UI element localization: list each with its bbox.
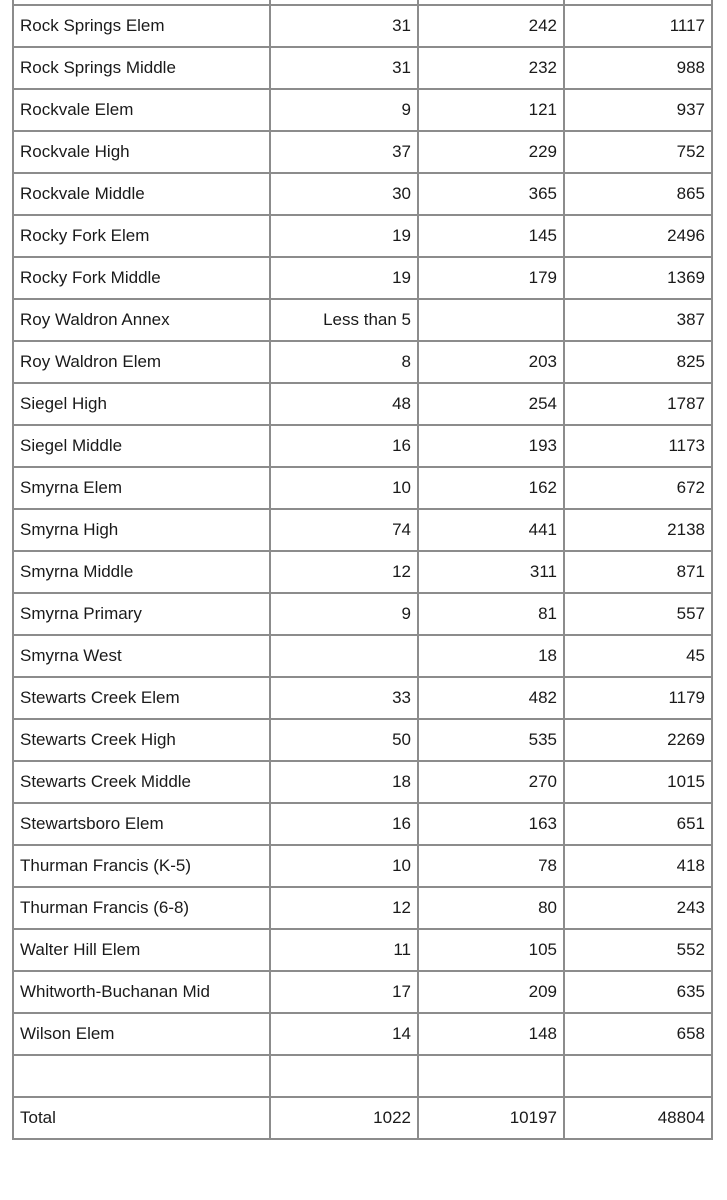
column-b-value-cell: 18 bbox=[418, 635, 564, 677]
school-name-cell: Stewarts Creek High bbox=[13, 719, 270, 761]
column-a-value-cell: 10 bbox=[270, 845, 418, 887]
school-name-cell: Roy Waldron Annex bbox=[13, 299, 270, 341]
column-b-value-cell: 311 bbox=[418, 551, 564, 593]
school-name-cell: Rocky Fork Elem bbox=[13, 215, 270, 257]
column-b-value-cell: 105 bbox=[418, 929, 564, 971]
column-a-value-cell: 16 bbox=[270, 425, 418, 467]
column-a-value-cell: 19 bbox=[270, 257, 418, 299]
column-b-value-cell bbox=[418, 299, 564, 341]
school-name-cell: Rockvale Middle bbox=[13, 173, 270, 215]
school-name-cell: Smyrna High bbox=[13, 509, 270, 551]
table-row bbox=[13, 5, 712, 47]
column-a-value-cell: 33 bbox=[270, 677, 418, 719]
column-b-value-cell: 482 bbox=[418, 677, 564, 719]
column-a-value-cell: 48 bbox=[270, 383, 418, 425]
school-name-cell: Whitworth-Buchanan Mid bbox=[13, 971, 270, 1013]
column-c-value-cell: 48804 bbox=[564, 1097, 712, 1139]
column-c-value-cell: 651 bbox=[564, 803, 712, 845]
table-row bbox=[13, 719, 712, 761]
column-a-value-cell: 9 bbox=[270, 89, 418, 131]
column-a-value-cell: 12 bbox=[270, 551, 418, 593]
table-row bbox=[13, 467, 712, 509]
column-b-value-cell: 535 bbox=[418, 719, 564, 761]
schools-table-body bbox=[13, 0, 712, 1139]
column-a-value-cell: 30 bbox=[270, 173, 418, 215]
table-row bbox=[13, 803, 712, 845]
column-c-value-cell: 2269 bbox=[564, 719, 712, 761]
column-b-value-cell: 441 bbox=[418, 509, 564, 551]
column-b-value-cell: 78 bbox=[418, 845, 564, 887]
table-row bbox=[13, 677, 712, 719]
school-name-cell: Stewarts Creek Middle bbox=[13, 761, 270, 803]
table-row bbox=[13, 1013, 712, 1055]
school-name-cell: Walter Hill Elem bbox=[13, 929, 270, 971]
column-c-value-cell: 865 bbox=[564, 173, 712, 215]
school-name-cell: Wilson Elem bbox=[13, 1013, 270, 1055]
column-a-value-cell bbox=[270, 635, 418, 677]
column-b-value-cell: 145 bbox=[418, 215, 564, 257]
column-a-value-cell: 37 bbox=[270, 131, 418, 173]
school-name-cell: Thurman Francis (6-8) bbox=[13, 887, 270, 929]
school-name-cell: Smyrna Elem bbox=[13, 467, 270, 509]
column-b-value-cell: 270 bbox=[418, 761, 564, 803]
column-b-value-cell: 10197 bbox=[418, 1097, 564, 1139]
column-c-value-cell: 658 bbox=[564, 1013, 712, 1055]
total-row bbox=[13, 1097, 712, 1139]
column-c-value-cell: 552 bbox=[564, 929, 712, 971]
column-c-value-cell: 871 bbox=[564, 551, 712, 593]
column-c-value-cell: 752 bbox=[564, 131, 712, 173]
table-row bbox=[13, 341, 712, 383]
table-row bbox=[13, 887, 712, 929]
school-name-cell: Rockvale High bbox=[13, 131, 270, 173]
column-c-value-cell: 1117 bbox=[564, 5, 712, 47]
column-c-value-cell: 243 bbox=[564, 887, 712, 929]
table-row bbox=[13, 845, 712, 887]
school-name-cell: Rocky Fork Middle bbox=[13, 257, 270, 299]
schools-table-container bbox=[12, 0, 711, 1140]
column-c-value-cell: 1015 bbox=[564, 761, 712, 803]
school-name-cell: Smyrna Primary bbox=[13, 593, 270, 635]
school-name-cell: Thurman Francis (K-5) bbox=[13, 845, 270, 887]
table-row bbox=[13, 257, 712, 299]
school-name-cell: Stewartsboro Elem bbox=[13, 803, 270, 845]
column-b-value-cell: 80 bbox=[418, 887, 564, 929]
table-row bbox=[13, 383, 712, 425]
column-b-value-cell: 148 bbox=[418, 1013, 564, 1055]
column-c-value-cell: 2138 bbox=[564, 509, 712, 551]
table-row bbox=[13, 509, 712, 551]
table-row bbox=[13, 47, 712, 89]
column-b-value-cell: 81 bbox=[418, 593, 564, 635]
table-row bbox=[13, 173, 712, 215]
column-b-value-cell: 163 bbox=[418, 803, 564, 845]
column-a-value-cell: 74 bbox=[270, 509, 418, 551]
table-row bbox=[13, 593, 712, 635]
schools-table bbox=[12, 0, 713, 1140]
school-name-cell: Siegel High bbox=[13, 383, 270, 425]
column-a-value-cell: 10 bbox=[270, 467, 418, 509]
table-row bbox=[13, 971, 712, 1013]
column-a-value-cell: 19 bbox=[270, 215, 418, 257]
column-a-value-cell: 50 bbox=[270, 719, 418, 761]
column-a-value-cell: 8 bbox=[270, 341, 418, 383]
column-c-value-cell: 937 bbox=[564, 89, 712, 131]
school-name-cell: Stewarts Creek Elem bbox=[13, 677, 270, 719]
table-row bbox=[13, 131, 712, 173]
column-b-value-cell: 209 bbox=[418, 971, 564, 1013]
column-a-value-cell: 17 bbox=[270, 971, 418, 1013]
column-b-value-cell: 232 bbox=[418, 47, 564, 89]
column-c-value-cell: 672 bbox=[564, 467, 712, 509]
table-row bbox=[13, 89, 712, 131]
table-row bbox=[13, 635, 712, 677]
table-row bbox=[13, 1055, 712, 1097]
column-c-value-cell: 387 bbox=[564, 299, 712, 341]
table-row bbox=[13, 761, 712, 803]
table-row bbox=[13, 299, 712, 341]
column-b-value-cell: 242 bbox=[418, 5, 564, 47]
column-c-value-cell: 1179 bbox=[564, 677, 712, 719]
column-c-value-cell: 988 bbox=[564, 47, 712, 89]
column-c-value-cell: 1173 bbox=[564, 425, 712, 467]
column-a-value-cell: 31 bbox=[270, 5, 418, 47]
column-c-value-cell: 825 bbox=[564, 341, 712, 383]
column-c-value-cell: 635 bbox=[564, 971, 712, 1013]
column-b-value-cell: 193 bbox=[418, 425, 564, 467]
column-a-value-cell: 31 bbox=[270, 47, 418, 89]
column-b-value-cell: 162 bbox=[418, 467, 564, 509]
column-b-value-cell: 179 bbox=[418, 257, 564, 299]
column-a-value-cell: 9 bbox=[270, 593, 418, 635]
table-row bbox=[13, 425, 712, 467]
column-a-value-cell bbox=[270, 1055, 418, 1097]
column-a-value-cell: 16 bbox=[270, 803, 418, 845]
column-b-value-cell: 229 bbox=[418, 131, 564, 173]
table-row bbox=[13, 215, 712, 257]
column-a-value-cell: 1022 bbox=[270, 1097, 418, 1139]
school-name-cell: Roy Waldron Elem bbox=[13, 341, 270, 383]
school-name-cell: Smyrna Middle bbox=[13, 551, 270, 593]
school-name-cell: Rockvale Elem bbox=[13, 89, 270, 131]
column-c-value-cell bbox=[564, 1055, 712, 1097]
table-row bbox=[13, 551, 712, 593]
column-a-value-cell: 18 bbox=[270, 761, 418, 803]
column-a-value-cell: Less than 5 bbox=[270, 299, 418, 341]
school-name-cell: Rock Springs Middle bbox=[13, 47, 270, 89]
column-c-value-cell: 1369 bbox=[564, 257, 712, 299]
column-b-value-cell: 254 bbox=[418, 383, 564, 425]
column-b-value-cell: 203 bbox=[418, 341, 564, 383]
column-b-value-cell: 365 bbox=[418, 173, 564, 215]
column-a-value-cell: 11 bbox=[270, 929, 418, 971]
column-c-value-cell: 1787 bbox=[564, 383, 712, 425]
column-b-value-cell: 121 bbox=[418, 89, 564, 131]
school-name-cell: Smyrna West bbox=[13, 635, 270, 677]
school-name-cell bbox=[13, 1055, 270, 1097]
column-a-value-cell: 14 bbox=[270, 1013, 418, 1055]
column-c-value-cell: 2496 bbox=[564, 215, 712, 257]
column-c-value-cell: 45 bbox=[564, 635, 712, 677]
table-row bbox=[13, 929, 712, 971]
school-name-cell: Siegel Middle bbox=[13, 425, 270, 467]
column-a-value-cell: 12 bbox=[270, 887, 418, 929]
column-c-value-cell: 557 bbox=[564, 593, 712, 635]
school-name-cell: Rock Springs Elem bbox=[13, 5, 270, 47]
school-name-cell: Total bbox=[13, 1097, 270, 1139]
column-b-value-cell bbox=[418, 1055, 564, 1097]
column-c-value-cell: 418 bbox=[564, 845, 712, 887]
